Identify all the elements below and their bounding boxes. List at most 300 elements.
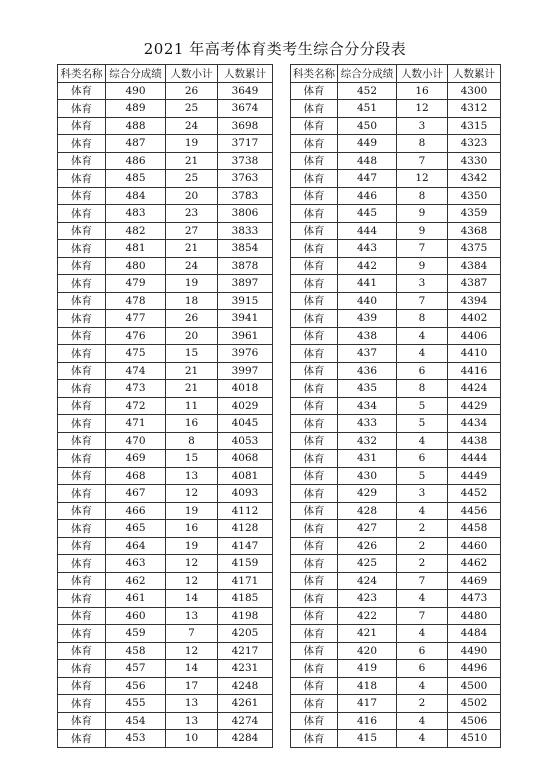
cell-cumulative: 4068 — [218, 450, 273, 468]
cell-cumulative: 3878 — [218, 257, 273, 275]
cell-subject: 体育 — [58, 397, 106, 415]
cell-cumulative: 4384 — [448, 257, 501, 275]
cell-score: 426 — [338, 537, 397, 555]
cell-subject: 体育 — [58, 572, 106, 590]
cell-cumulative: 4217 — [218, 642, 273, 660]
cell-subject: 体育 — [58, 135, 106, 153]
column-header-count: 人数小计 — [397, 65, 448, 83]
cell-count: 15 — [166, 450, 218, 468]
cell-count: 15 — [166, 345, 218, 363]
cell-subject: 体育 — [291, 607, 338, 625]
cell-score: 451 — [338, 100, 397, 118]
cell-count: 11 — [166, 397, 218, 415]
cell-cumulative: 4312 — [448, 100, 501, 118]
cell-cumulative: 4402 — [448, 310, 501, 328]
cell-score: 423 — [338, 590, 397, 608]
cell-subject: 体育 — [291, 695, 338, 713]
cell-score: 435 — [338, 380, 397, 398]
cell-subject: 体育 — [58, 100, 106, 118]
table-row — [58, 117, 273, 135]
cell-subject: 体育 — [58, 485, 106, 503]
cell-cumulative: 3717 — [218, 135, 273, 153]
table-row — [58, 677, 273, 695]
cell-count: 18 — [166, 292, 218, 310]
cell-subject: 体育 — [291, 677, 338, 695]
cell-subject: 体育 — [58, 170, 106, 188]
cell-count: 7 — [397, 607, 448, 625]
cell-count: 26 — [166, 310, 218, 328]
table-row — [291, 555, 501, 573]
cell-count: 6 — [397, 660, 448, 678]
table-row — [291, 362, 501, 380]
table-row — [291, 607, 501, 625]
table-row — [291, 695, 501, 713]
cell-subject: 体育 — [291, 625, 338, 643]
cell-subject: 体育 — [58, 467, 106, 485]
cell-count: 19 — [166, 537, 218, 555]
table-row — [291, 205, 501, 223]
cell-cumulative: 4480 — [448, 607, 501, 625]
cell-score: 454 — [106, 712, 166, 730]
table-row — [291, 240, 501, 258]
cell-cumulative: 3806 — [218, 205, 273, 223]
cell-subject: 体育 — [291, 327, 338, 345]
cell-score: 424 — [338, 572, 397, 590]
cell-cumulative: 4029 — [218, 397, 273, 415]
cell-score: 430 — [338, 467, 397, 485]
table-row — [291, 485, 501, 503]
cell-subject: 体育 — [291, 467, 338, 485]
cell-count: 25 — [166, 100, 218, 118]
cell-cumulative: 3976 — [218, 345, 273, 363]
cell-count: 8 — [397, 310, 448, 328]
cell-cumulative: 4368 — [448, 222, 501, 240]
cell-count: 3 — [397, 275, 448, 293]
cell-subject: 体育 — [58, 625, 106, 643]
cell-count: 21 — [166, 362, 218, 380]
column-header-score: 综合分成绩 — [338, 65, 397, 83]
cell-score: 419 — [338, 660, 397, 678]
cell-cumulative: 3649 — [218, 82, 273, 100]
cell-cumulative: 3763 — [218, 170, 273, 188]
cell-count: 13 — [166, 467, 218, 485]
cell-count: 6 — [397, 450, 448, 468]
cell-score: 456 — [106, 677, 166, 695]
cell-subject: 体育 — [58, 345, 106, 363]
cell-subject: 体育 — [291, 170, 338, 188]
cell-cumulative: 3915 — [218, 292, 273, 310]
table-row — [58, 712, 273, 730]
table-row — [291, 170, 501, 188]
cell-count: 4 — [397, 677, 448, 695]
cell-cumulative: 4438 — [448, 432, 501, 450]
cell-subject: 体育 — [291, 660, 338, 678]
cell-score: 485 — [106, 170, 166, 188]
cell-cumulative: 4496 — [448, 660, 501, 678]
cell-count: 2 — [397, 555, 448, 573]
cell-subject: 体育 — [58, 152, 106, 170]
cell-score: 466 — [106, 502, 166, 520]
cell-count: 16 — [397, 82, 448, 100]
table-row — [291, 642, 501, 660]
cell-cumulative: 4330 — [448, 152, 501, 170]
cell-subject: 体育 — [291, 310, 338, 328]
cell-count: 2 — [397, 520, 448, 538]
table-row — [58, 292, 273, 310]
cell-subject: 体育 — [291, 187, 338, 205]
cell-count: 26 — [166, 82, 218, 100]
table-row — [291, 117, 501, 135]
cell-count: 13 — [166, 695, 218, 713]
table-row — [58, 82, 273, 100]
cell-subject: 体育 — [291, 432, 338, 450]
cell-subject: 体育 — [58, 590, 106, 608]
cell-subject: 体育 — [291, 345, 338, 363]
cell-count: 8 — [397, 187, 448, 205]
table-row — [291, 415, 501, 433]
table-header-row — [291, 65, 501, 83]
cell-subject: 体育 — [291, 537, 338, 555]
cell-count: 4 — [397, 712, 448, 730]
table-row — [58, 397, 273, 415]
cell-score: 489 — [106, 100, 166, 118]
cell-score: 477 — [106, 310, 166, 328]
table-row — [291, 572, 501, 590]
cell-count: 7 — [397, 240, 448, 258]
table-row — [58, 607, 273, 625]
cell-score: 436 — [338, 362, 397, 380]
cell-cumulative: 4458 — [448, 520, 501, 538]
cell-score: 418 — [338, 677, 397, 695]
cell-cumulative: 3698 — [218, 117, 273, 135]
cell-count: 5 — [397, 397, 448, 415]
cell-score: 459 — [106, 625, 166, 643]
cell-count: 5 — [397, 467, 448, 485]
table-row — [58, 222, 273, 240]
cell-cumulative: 4510 — [448, 730, 501, 748]
cell-score: 486 — [106, 152, 166, 170]
cell-cumulative: 3674 — [218, 100, 273, 118]
cell-score: 463 — [106, 555, 166, 573]
cell-score: 455 — [106, 695, 166, 713]
cell-score: 465 — [106, 520, 166, 538]
cell-count: 12 — [397, 100, 448, 118]
cell-cumulative: 4198 — [218, 607, 273, 625]
cell-score: 421 — [338, 625, 397, 643]
table-row — [291, 397, 501, 415]
cell-count: 24 — [166, 117, 218, 135]
cell-count: 3 — [397, 485, 448, 503]
cell-cumulative: 4490 — [448, 642, 501, 660]
cell-score: 439 — [338, 310, 397, 328]
cell-score: 453 — [106, 730, 166, 748]
cell-count: 21 — [166, 240, 218, 258]
cell-count: 19 — [166, 135, 218, 153]
cell-count: 21 — [166, 152, 218, 170]
cell-score: 431 — [338, 450, 397, 468]
cell-score: 449 — [338, 135, 397, 153]
table-row — [58, 450, 273, 468]
cell-score: 447 — [338, 170, 397, 188]
cell-subject: 体育 — [291, 135, 338, 153]
cell-subject: 体育 — [58, 117, 106, 135]
cell-count: 20 — [166, 187, 218, 205]
table-row — [291, 432, 501, 450]
cell-subject: 体育 — [58, 677, 106, 695]
table-row — [58, 467, 273, 485]
cell-subject: 体育 — [291, 205, 338, 223]
cell-count: 4 — [397, 590, 448, 608]
cell-cumulative: 4315 — [448, 117, 501, 135]
table-row — [291, 275, 501, 293]
cell-count: 17 — [166, 677, 218, 695]
cell-cumulative: 4350 — [448, 187, 501, 205]
cell-cumulative: 4506 — [448, 712, 501, 730]
cell-subject: 体育 — [291, 257, 338, 275]
cell-count: 12 — [397, 170, 448, 188]
cell-cumulative: 3941 — [218, 310, 273, 328]
cell-subject: 体育 — [291, 450, 338, 468]
cell-score: 432 — [338, 432, 397, 450]
table-row — [291, 537, 501, 555]
cell-cumulative: 3738 — [218, 152, 273, 170]
cell-subject: 体育 — [291, 730, 338, 748]
table-row — [291, 345, 501, 363]
table-row — [58, 240, 273, 258]
cell-subject: 体育 — [291, 240, 338, 258]
cell-subject: 体育 — [291, 520, 338, 538]
cell-subject: 体育 — [58, 187, 106, 205]
cell-score: 483 — [106, 205, 166, 223]
table-row — [291, 327, 501, 345]
cell-subject: 体育 — [58, 555, 106, 573]
table-row — [58, 625, 273, 643]
cell-cumulative: 4375 — [448, 240, 501, 258]
cell-cumulative: 4284 — [218, 730, 273, 748]
cell-count: 19 — [166, 502, 218, 520]
table-row — [291, 502, 501, 520]
cell-score: 444 — [338, 222, 397, 240]
table-row — [58, 520, 273, 538]
cell-subject: 体育 — [291, 152, 338, 170]
score-table-right — [290, 64, 501, 748]
cell-cumulative: 4449 — [448, 467, 501, 485]
table-row — [291, 187, 501, 205]
table-row — [58, 590, 273, 608]
table-row — [291, 660, 501, 678]
table-row — [58, 660, 273, 678]
cell-cumulative: 4159 — [218, 555, 273, 573]
cell-subject: 体育 — [291, 712, 338, 730]
cell-cumulative: 4128 — [218, 520, 273, 538]
table-row — [291, 730, 501, 748]
column-header-subject: 科类名称 — [291, 65, 338, 83]
cell-subject: 体育 — [291, 485, 338, 503]
table-row — [58, 555, 273, 573]
cell-count: 6 — [397, 362, 448, 380]
cell-count: 3 — [397, 117, 448, 135]
cell-cumulative: 4248 — [218, 677, 273, 695]
cell-score: 475 — [106, 345, 166, 363]
table-row — [58, 187, 273, 205]
cell-score: 448 — [338, 152, 397, 170]
cell-cumulative: 3854 — [218, 240, 273, 258]
cell-cumulative: 4502 — [448, 695, 501, 713]
cell-count: 12 — [166, 555, 218, 573]
table-row — [58, 695, 273, 713]
table-row — [58, 170, 273, 188]
cell-subject: 体育 — [291, 100, 338, 118]
table-row — [291, 257, 501, 275]
table-row — [58, 362, 273, 380]
cell-cumulative: 4387 — [448, 275, 501, 293]
cell-count: 6 — [397, 642, 448, 660]
cell-cumulative: 4342 — [448, 170, 501, 188]
cell-cumulative: 4018 — [218, 380, 273, 398]
cell-score: 464 — [106, 537, 166, 555]
cell-count: 21 — [166, 380, 218, 398]
cell-score: 438 — [338, 327, 397, 345]
column-header-score: 综合分成绩 — [106, 65, 166, 83]
cell-cumulative: 4456 — [448, 502, 501, 520]
cell-score: 446 — [338, 187, 397, 205]
cell-score: 473 — [106, 380, 166, 398]
cell-count: 7 — [166, 625, 218, 643]
cell-count: 14 — [166, 660, 218, 678]
cell-cumulative: 4410 — [448, 345, 501, 363]
cell-cumulative: 4424 — [448, 380, 501, 398]
cell-score: 487 — [106, 135, 166, 153]
table-row — [291, 677, 501, 695]
table-row — [291, 292, 501, 310]
cell-count: 13 — [166, 607, 218, 625]
cell-cumulative: 4406 — [448, 327, 501, 345]
cell-score: 417 — [338, 695, 397, 713]
cell-score: 416 — [338, 712, 397, 730]
cell-score: 474 — [106, 362, 166, 380]
column-header-subject: 科类名称 — [58, 65, 106, 83]
cell-subject: 体育 — [58, 205, 106, 223]
cell-cumulative: 4469 — [448, 572, 501, 590]
cell-count: 20 — [166, 327, 218, 345]
cell-count: 7 — [397, 572, 448, 590]
cell-score: 445 — [338, 205, 397, 223]
cell-count: 2 — [397, 695, 448, 713]
cell-score: 415 — [338, 730, 397, 748]
cell-subject: 体育 — [291, 415, 338, 433]
cell-score: 490 — [106, 82, 166, 100]
cell-count: 19 — [166, 275, 218, 293]
table-row — [58, 310, 273, 328]
cell-cumulative: 4171 — [218, 572, 273, 590]
cell-cumulative: 4045 — [218, 415, 273, 433]
cell-score: 471 — [106, 415, 166, 433]
cell-subject: 体育 — [58, 310, 106, 328]
cell-score: 443 — [338, 240, 397, 258]
cell-subject: 体育 — [291, 117, 338, 135]
cell-count: 8 — [166, 432, 218, 450]
cell-subject: 体育 — [291, 502, 338, 520]
cell-cumulative: 4460 — [448, 537, 501, 555]
cell-cumulative: 4359 — [448, 205, 501, 223]
cell-cumulative: 3783 — [218, 187, 273, 205]
cell-count: 2 — [397, 537, 448, 555]
score-table-left — [57, 64, 273, 748]
cell-score: 461 — [106, 590, 166, 608]
table-row — [58, 100, 273, 118]
cell-subject: 体育 — [58, 432, 106, 450]
table-row — [58, 432, 273, 450]
cell-subject: 体育 — [58, 327, 106, 345]
table-row — [58, 485, 273, 503]
table-row — [58, 572, 273, 590]
cell-score: 480 — [106, 257, 166, 275]
cell-subject: 体育 — [58, 82, 106, 100]
table-row — [291, 450, 501, 468]
cell-subject: 体育 — [58, 450, 106, 468]
cell-subject: 体育 — [58, 642, 106, 660]
cell-score: 428 — [338, 502, 397, 520]
cell-cumulative: 4147 — [218, 537, 273, 555]
cell-score: 468 — [106, 467, 166, 485]
cell-count: 25 — [166, 170, 218, 188]
cell-subject: 体育 — [291, 275, 338, 293]
cell-count: 12 — [166, 485, 218, 503]
cell-cumulative: 3833 — [218, 222, 273, 240]
cell-cumulative: 3961 — [218, 327, 273, 345]
cell-score: 476 — [106, 327, 166, 345]
cell-subject: 体育 — [58, 380, 106, 398]
cell-count: 16 — [166, 520, 218, 538]
cell-score: 470 — [106, 432, 166, 450]
cell-count: 4 — [397, 432, 448, 450]
cell-score: 460 — [106, 607, 166, 625]
cell-subject: 体育 — [291, 397, 338, 415]
cell-count: 9 — [397, 205, 448, 223]
cell-score: 441 — [338, 275, 397, 293]
page-title: 2021 年高考体育类考生综合分分段表 — [143, 40, 407, 58]
table-row — [291, 82, 501, 100]
cell-subject: 体育 — [291, 82, 338, 100]
cell-score: 457 — [106, 660, 166, 678]
cell-subject: 体育 — [58, 240, 106, 258]
cell-cumulative: 4093 — [218, 485, 273, 503]
cell-count: 4 — [397, 327, 448, 345]
table-row — [291, 520, 501, 538]
cell-score: 437 — [338, 345, 397, 363]
cell-count: 8 — [397, 135, 448, 153]
cell-count: 27 — [166, 222, 218, 240]
cell-cumulative: 4185 — [218, 590, 273, 608]
cell-score: 482 — [106, 222, 166, 240]
cell-count: 7 — [397, 292, 448, 310]
cell-count: 14 — [166, 590, 218, 608]
table-row — [58, 345, 273, 363]
cell-cumulative: 4473 — [448, 590, 501, 608]
cell-subject: 体育 — [58, 362, 106, 380]
cell-score: 452 — [338, 82, 397, 100]
table-row — [291, 135, 501, 153]
cell-count: 4 — [397, 345, 448, 363]
cell-score: 442 — [338, 257, 397, 275]
table-row — [58, 415, 273, 433]
cell-score: 458 — [106, 642, 166, 660]
cell-cumulative: 4081 — [218, 467, 273, 485]
table-row — [291, 222, 501, 240]
cell-count: 12 — [166, 642, 218, 660]
cell-count: 10 — [166, 730, 218, 748]
cell-subject: 体育 — [58, 257, 106, 275]
